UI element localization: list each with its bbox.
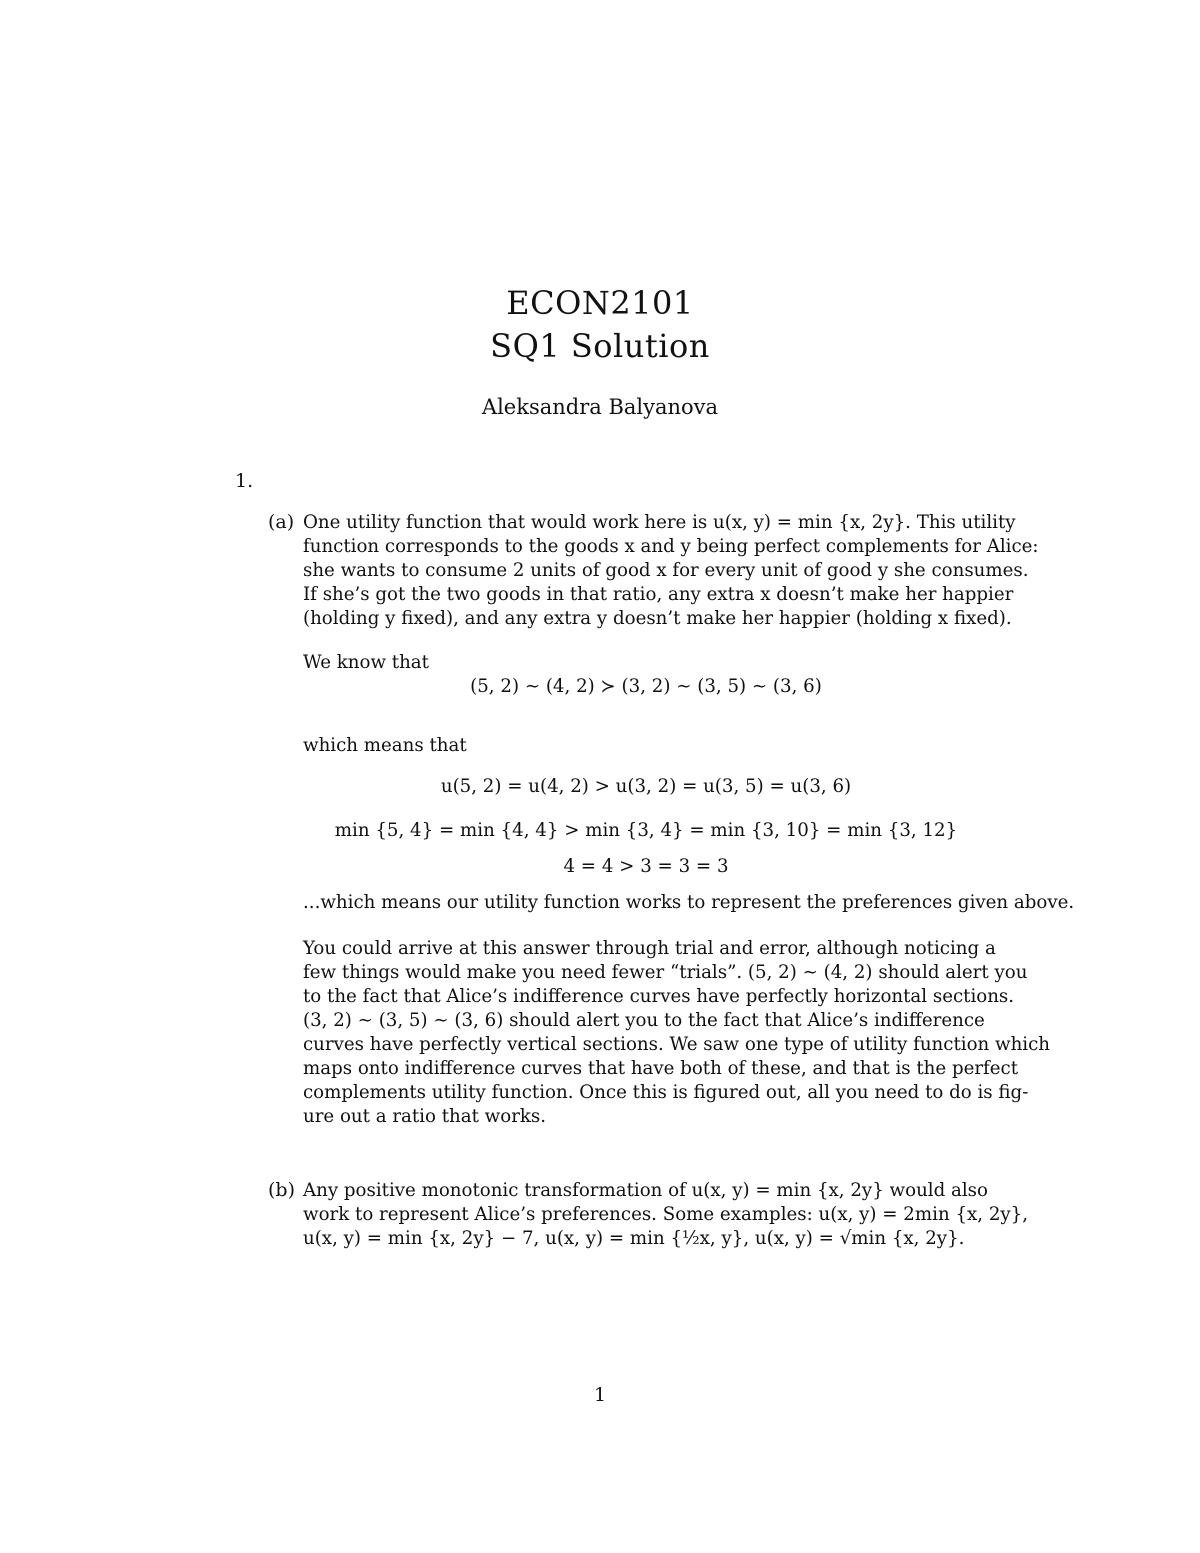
- we-know-text: We know that: [303, 652, 429, 673]
- part-b-label: (b): [268, 1179, 295, 1201]
- text-line: to the fact that Alice’s indifference curves have perfectly horizontal sections.: [303, 986, 1015, 1007]
- question-number: 1.: [235, 470, 254, 492]
- text-line: ...which means our utility function works to represent the preferences given above.: [303, 892, 1075, 913]
- part-a-label: (a): [268, 511, 295, 533]
- value-equation: 4 = 4 > 3 = 3 = 3: [563, 856, 729, 877]
- text-line: she wants to consume 2 units of good x for every unit of good y she consumes.: [303, 560, 1029, 581]
- preference-equation: (5, 2) ∼ (4, 2) ≻ (3, 2) ∼ (3, 5) ∼ (3, 6): [470, 676, 822, 697]
- text-line: If she’s got the two goods in that ratio, any extra x doesn’t make her happier: [303, 584, 1014, 605]
- text-line: maps onto indifference curves that have both of these, and that is the perfect: [303, 1058, 1019, 1079]
- text-line: You could arrive at this answer through trial and error, although noticing a: [303, 938, 996, 959]
- min-equation: min {5, 4} = min {4, 4} > min {3, 4} = min {3, 10} = min {3, 12}: [334, 820, 958, 841]
- text-line: One utility function that would work here is u(x, y) = min {x, 2y}. This utility: [303, 512, 1016, 533]
- conclusion-text: [303, 891, 1075, 915]
- trial-and-error-paragraph: [303, 937, 1051, 1129]
- document-title: ECON2101: [506, 284, 694, 322]
- text-line: work to represent Alice’s preferences. Some examples: u(x, y) = 2min {x, 2y},: [303, 1204, 1029, 1225]
- document-subtitle: SQ1 Solution: [490, 327, 710, 365]
- which-means-text: which means that: [303, 735, 467, 756]
- text-line: u(x, y) = min {x, 2y} − 7, u(x, y) = min {½x, y}, u(x, y) = √min {x, 2y}.: [303, 1228, 965, 1249]
- text-line: curves have perfectly vertical sections. We saw one type of utility function which: [303, 1034, 1051, 1055]
- text-line: complements utility function. Once this is figured out, all you need to do is fig-: [303, 1082, 1029, 1103]
- part-a-intro: [303, 511, 1039, 631]
- utility-equation: u(5, 2) = u(4, 2) > u(3, 2) = u(3, 5) = u(3, 6): [440, 776, 852, 797]
- page-number: 1: [593, 1384, 607, 1406]
- author-name: Aleksandra Balyanova: [481, 395, 719, 419]
- text-line: ure out a ratio that works.: [303, 1106, 547, 1127]
- text-line: Any positive monotonic transformation of u(x, y) = min {x, 2y} would also: [303, 1180, 988, 1201]
- part-b-paragraph: [303, 1179, 1029, 1251]
- text-line: few things would make you need fewer “trials”. (5, 2) ∼ (4, 2) should alert you: [303, 962, 1028, 983]
- text-line: function corresponds to the goods x and y being perfect complements for Alice:: [303, 536, 1039, 557]
- text-line: (3, 2) ∼ (3, 5) ∼ (3, 6) should alert you to the fact that Alice’s indifference: [303, 1010, 985, 1031]
- text-line: (holding y fixed), and any extra y doesn’t make her happier (holding x fixed).: [303, 608, 1012, 629]
